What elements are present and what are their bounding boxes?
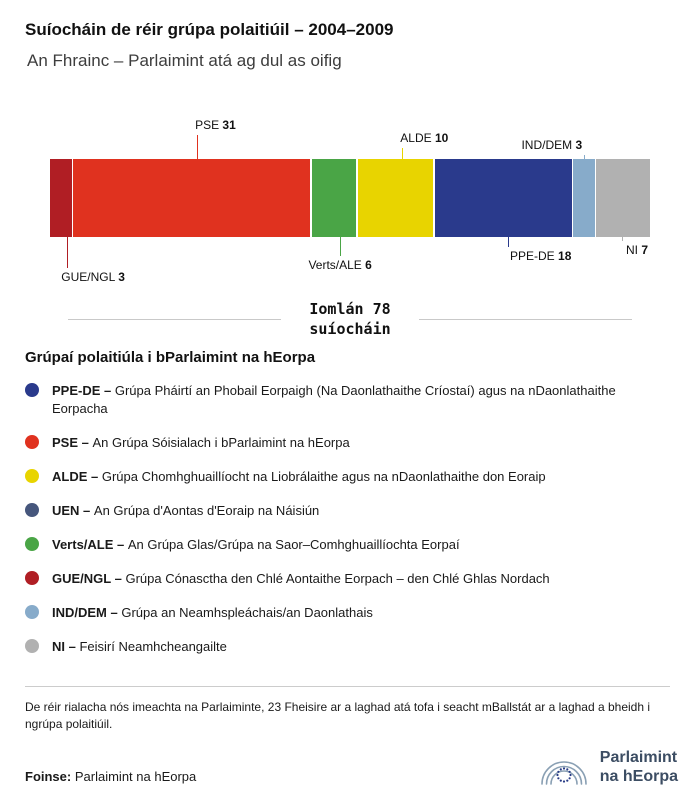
legend-color-dot-verts-ale xyxy=(25,537,39,551)
legend-color-dot-ind-dem xyxy=(25,605,39,619)
legend-item-text: Verts/ALE – An Grúpa Glas/Grúpa na Saor–Comhghuaillíochta Eorpaí xyxy=(52,537,460,552)
legend-item-text: PSE – An Grúpa Sóisialach i bParlaimint na hEorpa xyxy=(52,435,350,450)
legend-item-text: GUE/NGL – Grúpa Cónasctha den Chlé Aontaithe Eorpach – den Chlé Ghlas Nordach xyxy=(52,571,550,586)
bottom-bar xyxy=(25,744,678,790)
source-line xyxy=(25,769,196,790)
callout-line-ind-dem xyxy=(584,155,585,159)
bar-segment-alde xyxy=(358,159,433,237)
total-seats-label xyxy=(309,299,390,339)
footnote: De réir rialacha nós imeachta na Parlaiminte, 23 Fheisire ar a laghad atá tofa i seacht mBallstát ar a laghad a bheidh i ngrúpa polaitiúil. xyxy=(25,686,670,733)
ep-logo-line2: na hEorpa xyxy=(599,768,678,785)
legend-color-dot-alde xyxy=(25,469,39,483)
legend-color-dot-gue-ngl xyxy=(25,571,39,585)
segment-label-gue-ngl: GUE/NGL 3 xyxy=(61,270,125,284)
legend-item-ppe-de xyxy=(25,382,675,418)
legend xyxy=(0,349,700,656)
legend-item-ni xyxy=(25,638,675,656)
total-line2: suíocháin xyxy=(309,320,391,338)
total-seats-row xyxy=(68,299,632,339)
seat-distribution-chart xyxy=(0,97,700,287)
page-subtitle: An Fhrainc – Parlaimint atá ag dul as oifig xyxy=(27,51,342,70)
legend-item-text: ALDE – Grúpa Chomhghuaillíocht na Liobrálaithe agus na nDaonlathaithe don Eoraip xyxy=(52,469,546,484)
legend-title: Grúpaí polaitiúla i bParlaimint na hEorpa xyxy=(25,349,316,366)
bar-segment-ind-dem xyxy=(573,159,595,237)
bar-segment-gue-ngl xyxy=(50,159,72,237)
legend-item-ind-dem xyxy=(25,604,675,622)
ep-hemicycle-icon xyxy=(535,744,593,790)
source-value: Parlaimint na hEorpa xyxy=(74,769,197,784)
callout-line-ni xyxy=(622,237,623,241)
legend-item-text: UEN – An Grúpa d'Aontas d'Eoraip na Náisiún xyxy=(52,503,320,518)
segment-label-alde: ALDE 10 xyxy=(400,131,449,145)
legend-item-gue-ngl xyxy=(25,570,675,588)
right-rule xyxy=(419,319,632,320)
ep-logo-line1: Parlaimint xyxy=(599,749,678,766)
total-line1: Iomlán 78 xyxy=(309,300,391,318)
segment-label-verts-ale: Verts/ALE 6 xyxy=(308,258,372,272)
legend-color-dot-ppe-de xyxy=(25,383,39,397)
segment-label-ppe-de: PPE-DE 18 xyxy=(510,249,572,263)
callout-line-ppe-de xyxy=(508,237,509,247)
bar-segment-verts-ale xyxy=(312,159,357,237)
legend-color-dot-ni xyxy=(25,639,39,653)
legend-color-dot-pse xyxy=(25,435,39,449)
legend-item-uen xyxy=(25,502,675,520)
callout-line-verts-ale xyxy=(340,237,341,256)
callout-line-gue-ngl xyxy=(67,237,68,268)
legend-item-text: NI – Feisirí Neamhcheangailte xyxy=(52,639,227,654)
legend-item-alde xyxy=(25,468,675,486)
segment-label-ind-dem: IND/DEM 3 xyxy=(521,138,583,152)
header xyxy=(0,0,700,71)
callout-line-pse xyxy=(197,135,198,159)
legend-item-text: IND/DEM – Grúpa an Neamhspleáchais/an Daonlathais xyxy=(52,605,373,620)
legend-item-verts-ale xyxy=(25,536,675,554)
ep-logo-text xyxy=(600,748,678,786)
eu-stars-icon xyxy=(556,767,571,782)
legend-item-text: PPE-DE – Grúpa Pháirtí an Phobail Eorpaigh (Na Daonlathaithe Críostaí) agus na nDaonlathaithe Eorpacha xyxy=(52,383,616,416)
source-label: Foinse: xyxy=(25,769,72,784)
bar-segment-ni xyxy=(596,159,650,237)
callout-line-alde xyxy=(402,148,403,159)
legend-items xyxy=(25,382,675,656)
left-rule xyxy=(68,319,281,320)
segment-label-pse: PSE 31 xyxy=(195,118,236,132)
legend-item-pse xyxy=(25,434,675,452)
bar-segment-pse xyxy=(73,159,310,237)
bar-segment-ppe-de xyxy=(435,159,572,237)
segment-label-ni: NI 7 xyxy=(626,243,649,257)
legend-color-dot-uen xyxy=(25,503,39,517)
page-title: Suíocháin de réir grúpa polaitiúil – 2004–2009 xyxy=(25,20,394,39)
ep-logo xyxy=(535,744,678,790)
